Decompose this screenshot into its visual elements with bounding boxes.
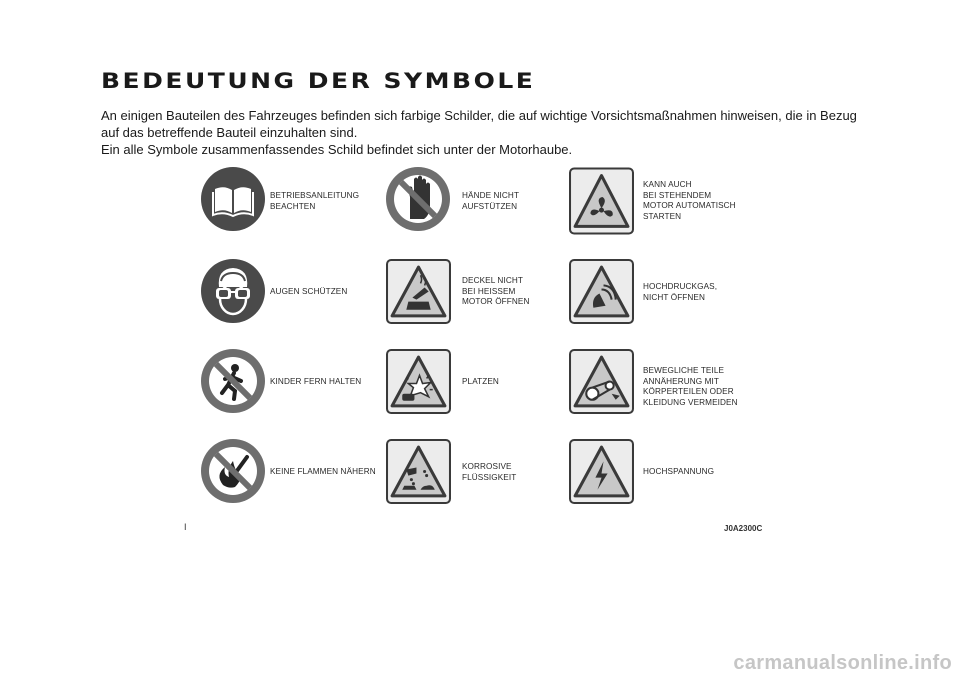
page-number: I <box>184 522 187 532</box>
safety-goggles-icon <box>201 259 265 323</box>
figure-code: J0A2300C <box>724 524 763 533</box>
explosion-warning-icon <box>386 349 451 414</box>
moving-parts-warning-icon <box>569 349 634 414</box>
location-paragraph: Ein alle Symbole zusammenfassendes Schild befindet sich unter der Motorhaube. <box>101 142 573 157</box>
corrosive-warning-icon <box>386 439 451 504</box>
high-voltage-warning-icon <box>569 439 634 504</box>
high-pressure-gas-warning-icon <box>569 259 634 324</box>
symbol-label-burst: PLATZEN <box>462 377 499 386</box>
no-flames-icon <box>201 439 265 503</box>
manual-book-icon <box>201 167 265 231</box>
hot-lid-warning-icon <box>386 259 451 324</box>
watermark: carmanualsonline.info <box>733 652 952 674</box>
symbol-label-flames: KEINE FLAMMEN NÄHERN <box>270 467 376 476</box>
symbol-label-hot-lid: DECKEL NICHT BEI HEISSEM MOTOR ÖFFNEN <box>462 276 530 306</box>
no-hand-icon <box>386 167 450 231</box>
symbol-label-hand: HÄNDE NICHT AUFSTÜTZEN <box>462 191 520 211</box>
intro-paragraph: An einigen Bauteilen des Fahrzeuges befinden sich farbige Schilder, die auf wichtige Vorsichtsmaßnahmen hinweisen, die in Bezug auf das betreffende Bauteil einzuhalten sind. <box>101 108 857 140</box>
symbol-label-voltage: HOCHSPANNUNG <box>643 467 715 476</box>
symbol-label-gas: HOCHDRUCKGAS, NICHT ÖFFNEN <box>643 282 718 302</box>
symbol-label-corrosive: KORROSIVE FLÜSSIGKEIT <box>462 462 517 482</box>
no-children-icon <box>201 349 265 413</box>
symbol-label-fan: KANN AUCH BEI STEHENDEM MOTOR AUTOMATISCH STARTEN <box>643 180 736 221</box>
symbol-label-goggles: AUGEN SCHÜTZEN <box>270 287 348 296</box>
symbol-label-manual: BETRIEBSANLEITUNG BEACHTEN <box>270 191 360 211</box>
page-title: BEDEUTUNG DER SYMBOLE <box>101 68 536 93</box>
symbol-label-children: KINDER FERN HALTEN <box>270 377 362 386</box>
fan-warning-icon <box>569 167 634 235</box>
symbol-label-moving: BEWEGLICHE TEILE ANNÄHERUNG MIT KÖRPERTEILEN ODER KLEIDUNG VERMEIDEN <box>643 366 738 407</box>
